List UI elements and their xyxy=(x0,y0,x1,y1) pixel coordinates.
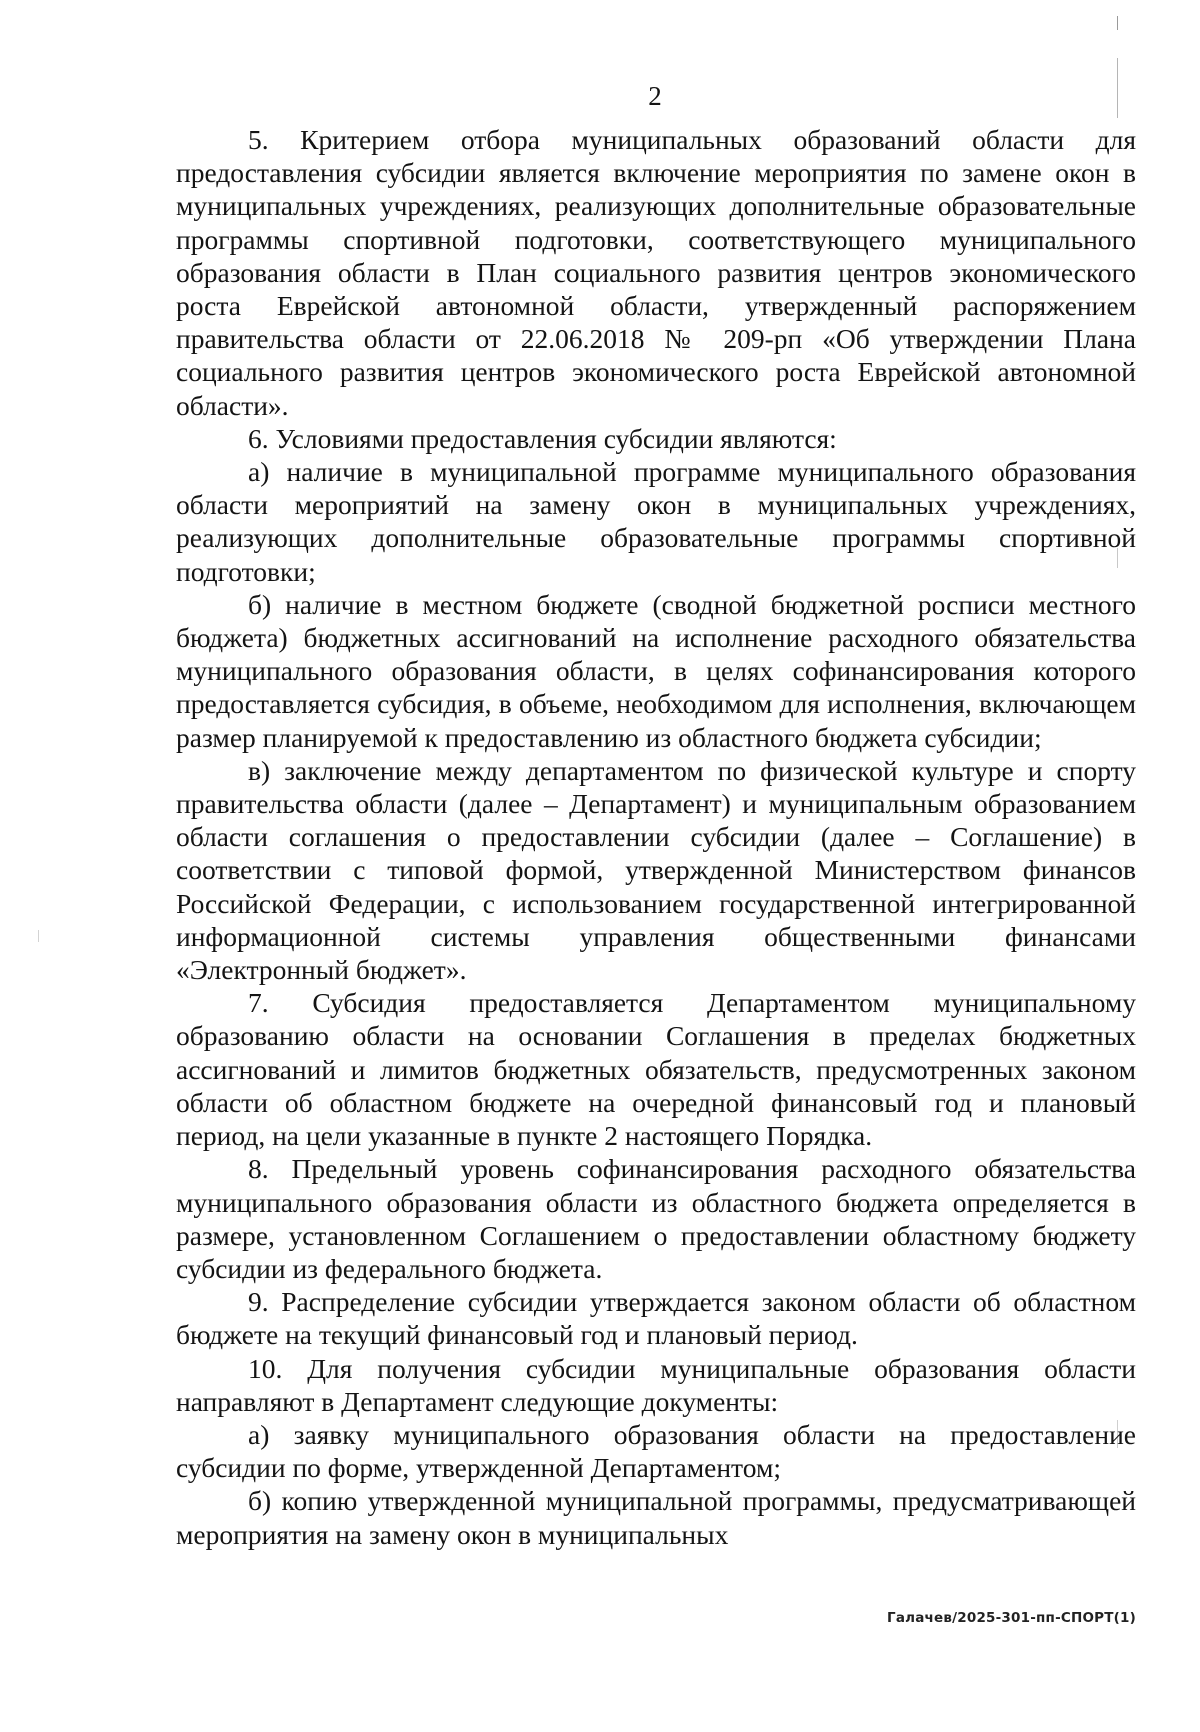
scan-edge-mark xyxy=(1117,16,1118,30)
paragraph-7: 7. Субсидия предоставляется Департаментом муниципальному образованию области на основании Соглашения в пределах бюджетных ассигнований и лимитов бюджетных обязательств, предусмотренных законом области об областном бюджете на очередной финансовый год и плановый период, на цели указанные в пункте 2 настоящего Порядка. xyxy=(176,987,1136,1152)
paragraph-10a: а) заявку муниципального образования области на предоставление субсидии по форме, утвержденной Департаментом; xyxy=(176,1418,1136,1484)
paragraph-10: 10. Для получения субсидии муниципальные образования области направляют в Департамент следующие документы: xyxy=(176,1352,1136,1417)
document-registration-code: Галачев/2025-301-пп-СПОРТ(1) xyxy=(887,1610,1136,1626)
paragraph-6-conditions-heading: 6. Условиями предоставления субсидии являются: xyxy=(248,422,837,454)
paragraph-8: 8. Предельный уровень софинансирования расходного обязательства муниципального образования области из областного бюджета определяется в размере, установленном Соглашением о предоставлении областному бюджету субсидии из федерального бюджета. xyxy=(176,1153,1136,1284)
paragraph-6a: а) наличие в муниципальной программе муниципального образования области мероприятий на замену окон в муниципальных учреждениях, реализующих дополнительные образовательные программы спортивной подготовки; xyxy=(176,456,1136,587)
paragraph-6b: б) наличие в местном бюджете (сводной бюджетной росписи местного бюджета) бюджетных ассигнований на исполнение расходного обязательства муниципального образования области, в целях софинансирования которого предоставляется субсидия, в объеме, необходимом для исполнения, включающем размер планируемой к предоставлению из областного бюджета субсидии; xyxy=(176,588,1136,753)
document-body xyxy=(176,123,1136,1551)
paragraph-6v: в) заключение между департаментом по физической культуре и спорту правительства области (далее – Департамент) и муниципальным образованием области соглашения о предоставлении субсидии (далее – Соглашение) в соответствии с типовой формой, утвержденной Министерством финансов Российской Федерации, с использованием государственной интегрированной информационной системы управления общественными финансами «Электронный бюджет». xyxy=(176,754,1136,986)
page-number: 2 xyxy=(648,81,662,111)
paragraph-9: 9. Распределение субсидии утверждается законом области об областном бюджете на текущий финансовый год и плановый период. xyxy=(176,1286,1136,1351)
paragraph-10b: б) копию утвержденной муниципальной программы, предусматривающей мероприятия на замену окон в муниципальных xyxy=(176,1485,1136,1550)
paragraph-5-selection-criterion: 5. Критерием отбора муниципальных образований области для предоставления субсидии является включение мероприятия по замене окон в муниципальных учреждениях, реализующих дополнительные образовательные программы спортивной подготовки, соответствующего муниципального образования области в План социального развития центров экономического роста Еврейской автономной области, утвержденный распоряжением правительства области от 22.06.2018 № 209-рп «Об утверждении Плана социального развития центров экономического роста Еврейской автономной области». xyxy=(176,124,1136,421)
scan-margin-mark xyxy=(38,930,39,942)
